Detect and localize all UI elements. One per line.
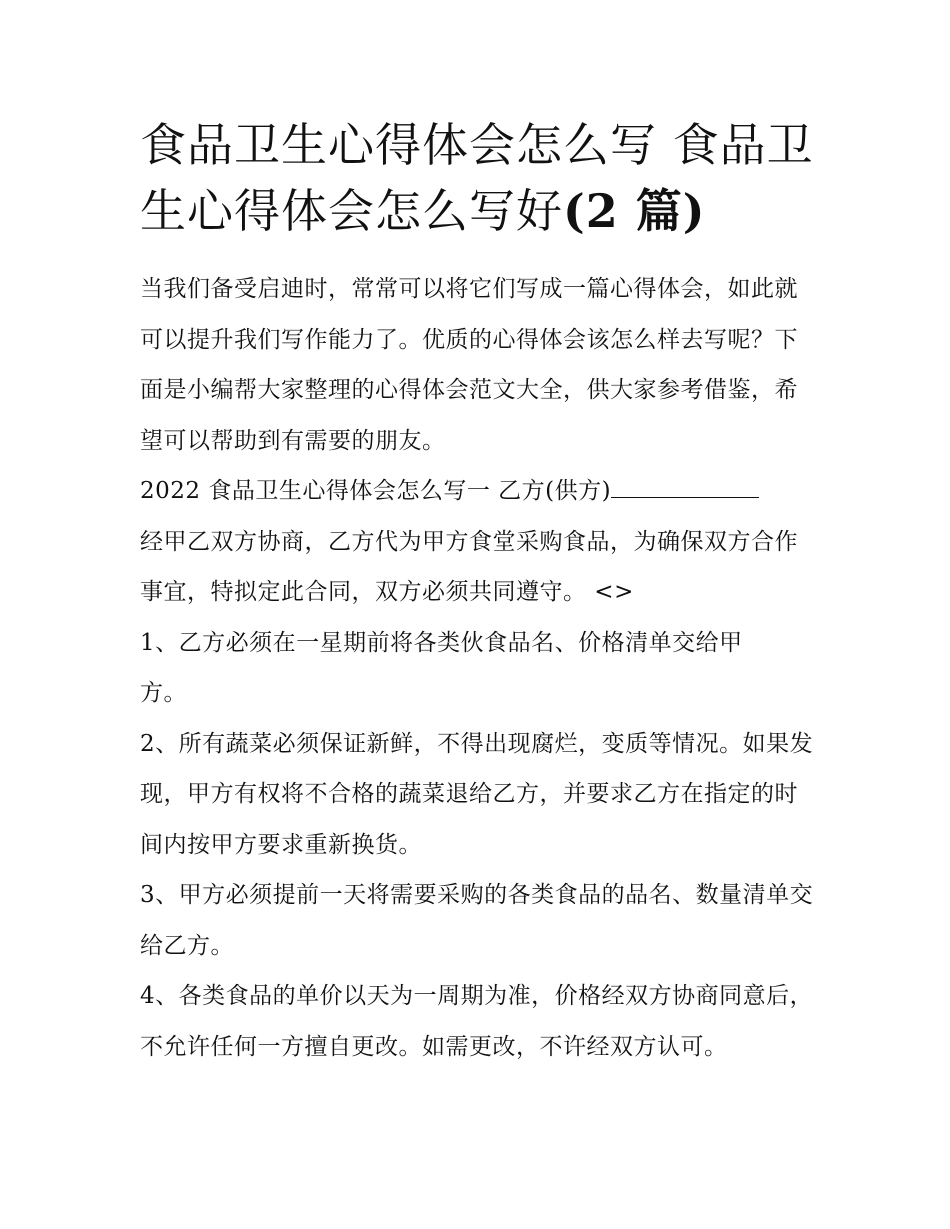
document-title [140, 112, 820, 244]
document-page [140, 112, 820, 1072]
title-main: 食品卫生心得体会怎么写 食品卫生心得体会怎么写好 [140, 118, 814, 238]
heading-text: 2022 食品卫生心得体会怎么写一 乙方(供方) [140, 478, 612, 504]
heading-line [140, 466, 820, 517]
contract-intro-paragraph: 经甲乙双方协商，乙方代为甲方食堂采购食品，为确保双方合作事宜，特拟定此合同，双方必须共同遵守。 <> [140, 528, 798, 605]
blank-underline [611, 477, 759, 498]
intro-paragraph: 当我们备受启迪时，常常可以将它们写成一篇心得体会，如此就可以提升我们写作能力了。优质的心得体会该怎么样去写呢？下面是小编帮大家整理的心得体会范文大全，供大家参考借鉴，希望可以帮助到有需要的朋友。 [140, 276, 798, 454]
clause-item: 4、各类食品的单价以天为一周期为准，价格经双方协商同意后，不允许任何一方擅自更改。如需更改，不许经双方认可。 [140, 983, 814, 1060]
clause-item: 1、乙方必须在一星期前将各类伙食品名、价格清单交给甲方。 [140, 629, 743, 706]
clause-item: 3、甲方必须提前一天将需要采购的各类食品的品名、数量清单交给乙方。 [140, 882, 814, 959]
clause-item: 2、所有蔬菜必须保证新鲜，不得出现腐烂，变质等情况。如果发现，甲方有权将不合格的蔬菜退给乙方，并要求乙方在指定的时间内按甲方要求重新换货。 [140, 730, 814, 858]
title-suffix: (2 篇) [563, 184, 706, 238]
